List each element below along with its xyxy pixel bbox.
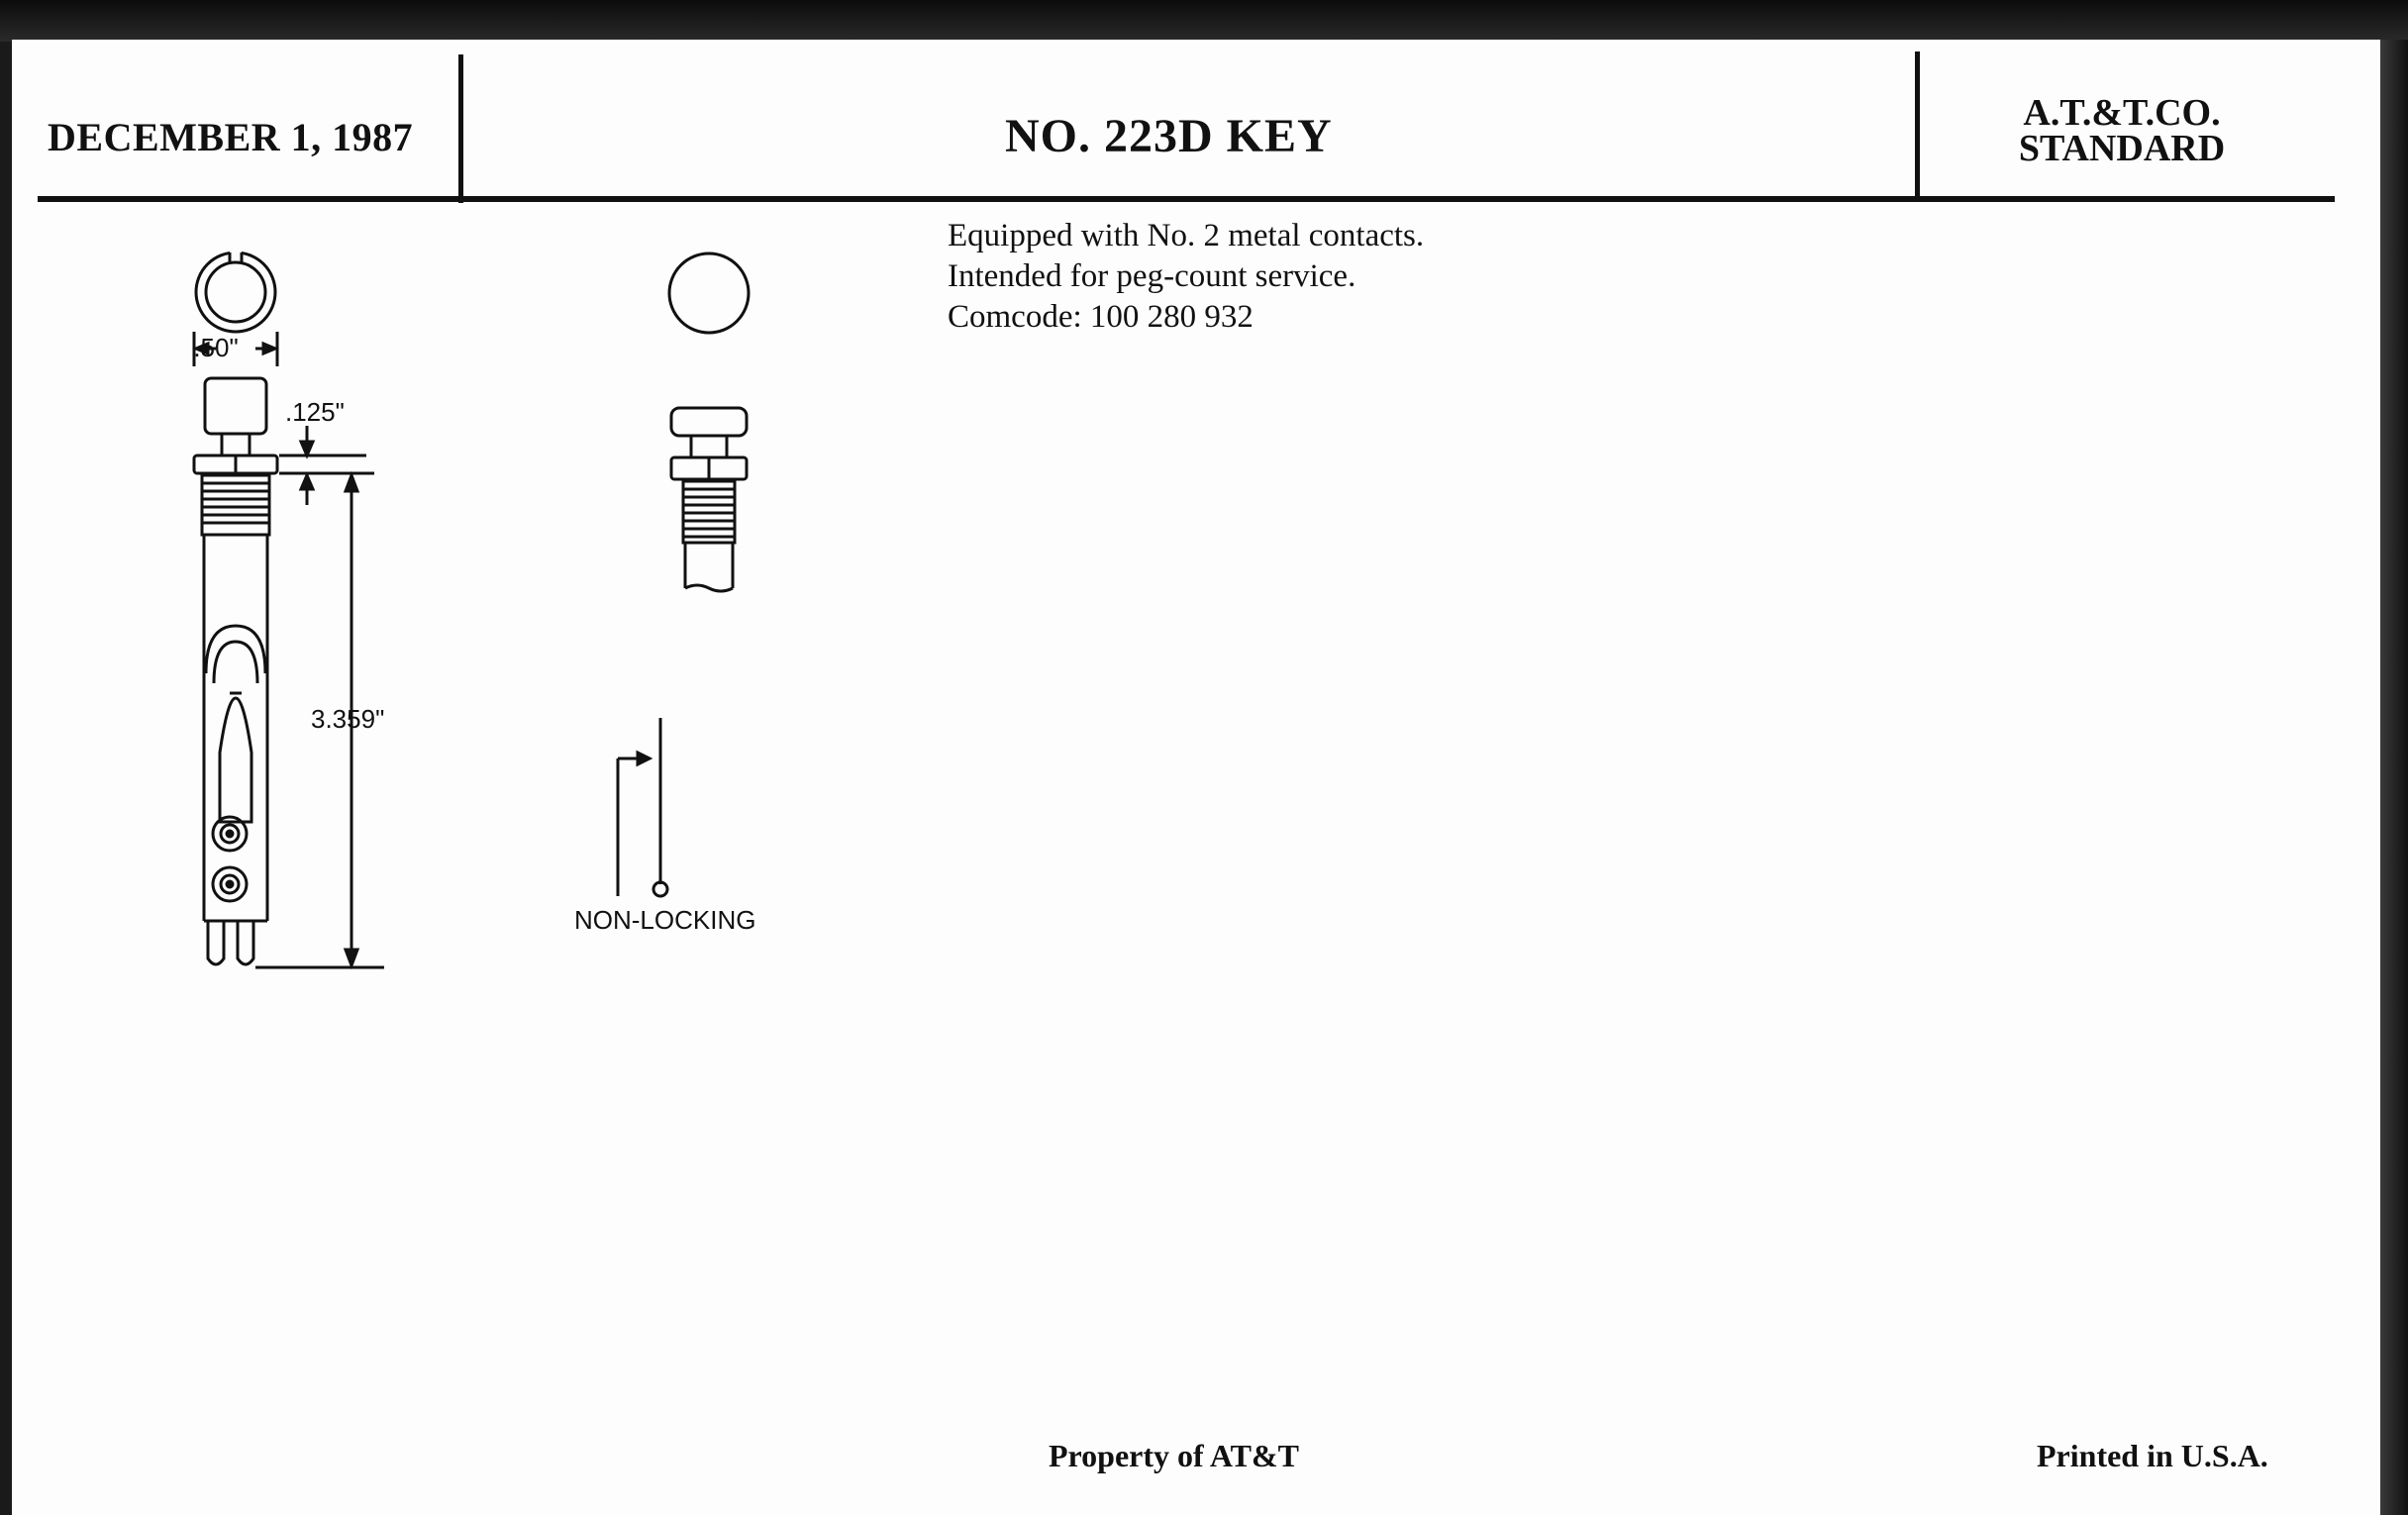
standard-line-2: STANDARD — [2018, 128, 2226, 169]
key-side-view — [194, 378, 277, 964]
key-button-view — [669, 253, 749, 591]
non-locking-label: NON-LOCKING — [574, 905, 756, 935]
page-title: NO. 223D KEY — [1005, 110, 1333, 162]
footer-printed: Printed in U.S.A. — [2037, 1438, 2268, 1473]
standard-line-1: A.T.&T.CO. — [2023, 92, 2221, 134]
note-line: Equipped with No. 2 metal contacts. — [948, 218, 1425, 253]
comcode-line: Comcode: 100 280 932 — [948, 299, 1254, 335]
diameter-dimension-label: .50" — [193, 333, 239, 362]
dimension-lines — [255, 426, 384, 967]
header-date: DECEMBER 1, 1987 — [48, 115, 414, 159]
head-height-dimension-label: .125" — [285, 397, 345, 427]
note-line: Intended for peg-count service. — [948, 258, 1356, 294]
length-dimension-label: 3.359" — [311, 704, 385, 734]
footer-property: Property of AT&T — [1049, 1438, 1299, 1473]
non-locking-symbol — [618, 718, 667, 896]
